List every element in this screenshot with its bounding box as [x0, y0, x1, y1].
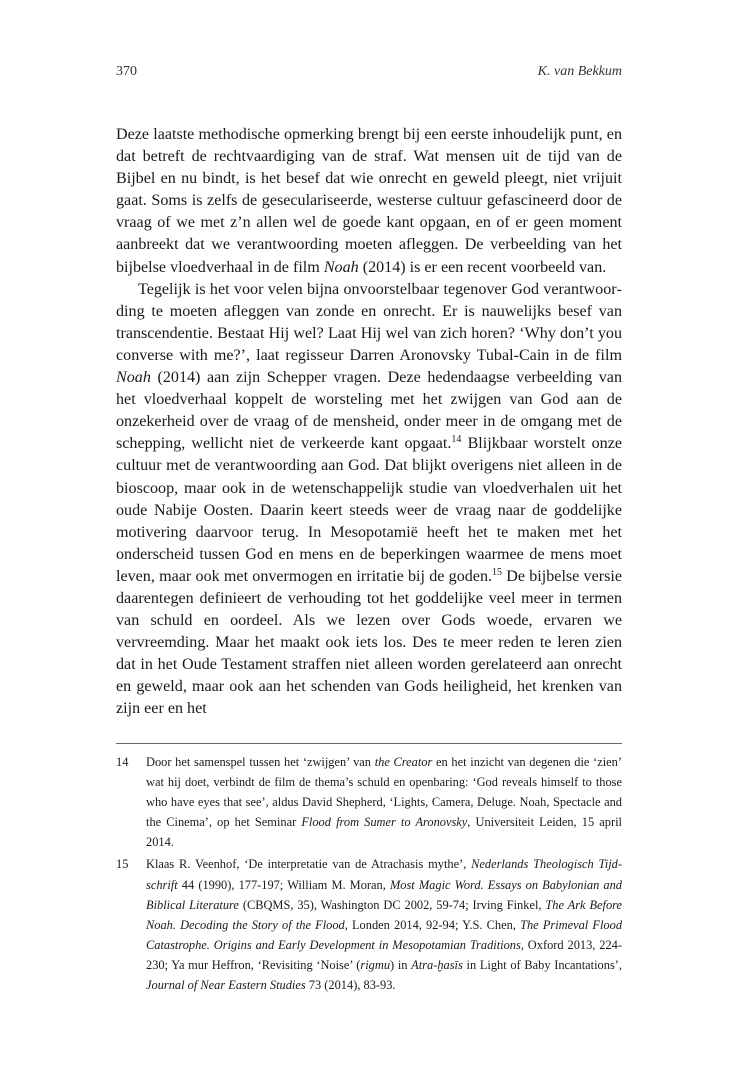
footnote-number: 14	[116, 755, 129, 769]
paragraph-1-tail: (2014) is er een recent voorbeeld van.	[358, 258, 607, 276]
footnote-ref-14[interactable]: 14	[451, 434, 462, 446]
footnote-ref-15[interactable]: 15	[492, 566, 503, 578]
footnote-14	[116, 752, 622, 852]
footnote-15	[116, 854, 622, 995]
paragraph-2-text-a: Tegelijk is het voor velen bijna onvoorstelbaar tegenover God verantwoording te moeten afleggen van zonde en onrecht. Er is nauwelijks besef van transcendentie. Bestaat Hij wel? Laat Hij wel van zich horen? ‘Why don’t you converse with me?’, laat regisseur Darren Aronovsky Tubal-Cain in de film	[116, 280, 622, 364]
paragraph-2-text-c: Blijkbaar worstelt onze cultuur met de verantwoording aan God. Dat blijkt overigens niet alleen in de bioscoop, maar ook in de wetenschappelijk studie van vloedverhalen uit het oude Nabije Oosten. Daarin keert steeds weer de vraag naar de goddelijke motivering daarvoor terug. In Mesopotamië heeft het te maken met het onderscheid tussen God en mens en de beperkingen waarmee de mens moet leven, maar ook met onvermogen en irritatie bij de goden.	[116, 435, 622, 585]
footnote-text: Door het samenspel tussen het ‘zwijgen’ van the Creator en het inzicht van degenen die ‘zien’ wat hij doet, verbindt de film de thema’s schuld en openbaring: ‘God reveals himself to those who have eyes that see’, aldus David Shepherd, ‘Lights, Camera, Deluge. Noah, Spectacle and the Cinema’, op het Seminar Flood from Sumer to Aronovsky, Universiteit Leiden, 15 april 2014.	[146, 755, 622, 850]
film-title: Noah	[323, 258, 359, 276]
paragraph-2	[116, 279, 622, 721]
paragraph-2-text-b: (2014) aan zijn Schepper vragen. Deze hedendaagse verbeelding van het vloedverhaal koppelt de worsteling met het zwijgen van God aan de onzekerheid over de vraag of de mensheid, onder meer in de omgang met de schepping, wellicht niet de verkeerde kant opgaat.	[116, 369, 622, 453]
paragraph-1-text: Deze laatste methodische opmerking brengt bij een eerste inhoudelijk punt, en dat betreft de rechtvaardiging van de straf. Wat mensen uit de tijd van de Bijbel en nu bindt, is het besef dat wie onrecht en geweld pleegt, niet vrijuit gaat. Soms is zelfs de geseculariseerde, westerse cultuur gefascineerd door de vraag of we met z’n allen wel de goede kant opgaan, en of er geen moment aanbreekt dat we verantwoording moeten afleggen. De verbeelding van het bijbelse vloedverhaal in de film	[116, 126, 622, 276]
body-text	[116, 124, 622, 721]
film-title: Noah	[116, 369, 151, 387]
footnote-text: Klaas R. Veenhof, ‘De interpretatie van de Atrachasis mythe’, Nederlands Theologisch Tijdschrift 44 (1990), 177-197; William M. Moran, Most Magic Word. Essays on Babylonian and Biblical Literature (CBQMS, 35), Washington DC 2002, 59-74; Irving Finkel, The Ark Before Noah. Decoding the Story of the Flood, Londen 2014, 92-94; Y.S. Chen, The Primeval Flood Catastrophe. Origins and Early Development in Mesopotamian Traditions, Oxford 2013, 224-230; Ya mur Heffron, ‘Revisiting ‘Noise’ (rigmu) in Atra-ḫasīs in Light of Baby Incantations’, Journal of Near Eastern Studies 73 (2014), 83-93.	[146, 857, 623, 993]
running-head	[116, 64, 622, 80]
footnote-divider	[116, 743, 622, 744]
running-head-author: K. van Bekkum	[537, 64, 622, 79]
page-number: 370	[116, 64, 137, 79]
paragraph-2-text-d: De bijbelse versie daarentegen definieert de verhouding tot het goddelijke veel meer in termen van schuld en oordeel. Als we lezen over Gods woede, ervaren we vervreemding. Maar het maakt ook iets los. Des te meer reden te leren zien dat in het Oude Testament straffen niet alleen worden gerelateerd aan onrecht en geweld, maar ook aan het schenden van Gods heiligheid, het krenken van zijn eer en het	[116, 567, 622, 718]
footnote-number: 15	[116, 857, 129, 872]
paragraph-1	[116, 124, 622, 279]
footnotes	[116, 752, 622, 997]
